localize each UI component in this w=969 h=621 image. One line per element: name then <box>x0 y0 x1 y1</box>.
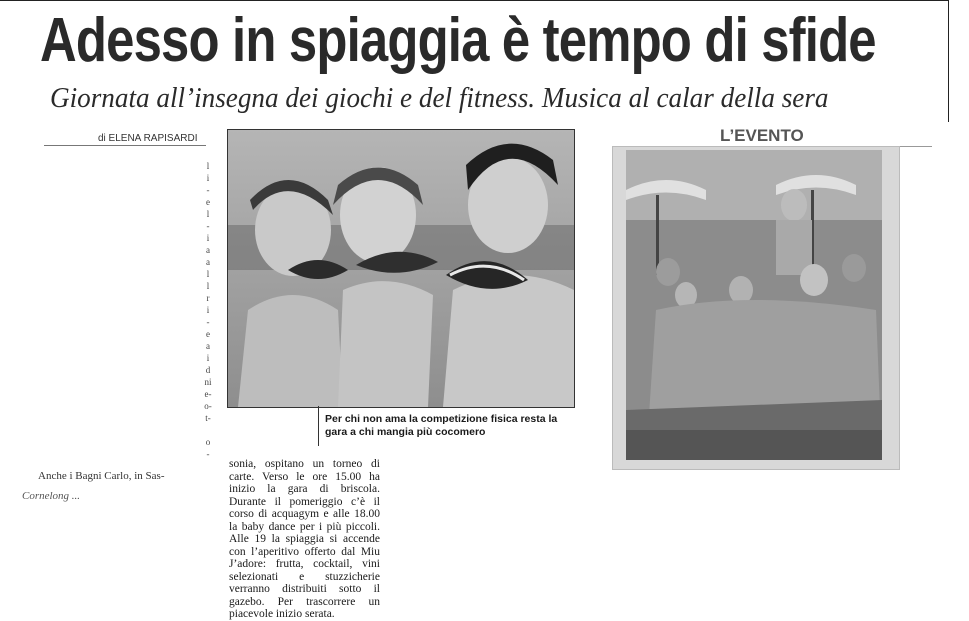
edge-letter: e <box>206 197 210 207</box>
right-border <box>948 0 949 122</box>
edge-letter: i <box>206 353 210 363</box>
edge-letter: d <box>205 365 211 375</box>
section-label: L’EVENTO <box>720 126 804 145</box>
article-body-text: sonia, ospitano un torneo di carte. Verso le ore 15.00 ha inizio la gara di briscola. Durante il pomeriggio c’è il corso di acquagym e alle 18.00 la baby dance per i più piccoli. Alle 19 la spiaggia si accende con l’aperitivo offerto dal Miu J’adore: frutta, cocktail, vini selezionati e stuzzicherie verranno distribuiti sotto il gazebo. Per trascorrere un piacevole inizio serata. <box>229 458 380 620</box>
caption-rule <box>318 406 319 446</box>
edge-letter: - <box>206 317 210 327</box>
edge-letter: a <box>206 245 210 255</box>
edge-letter: l <box>206 269 210 279</box>
edge-letter: a <box>206 257 210 267</box>
edge-letter: ni <box>204 377 212 387</box>
photo-caption: Per chi non ama la competizione fisica resta la gara a chi mangia più cocomero <box>325 413 558 438</box>
photo-beach-group-image <box>626 150 882 460</box>
edge-letter: l <box>206 281 210 291</box>
edge-letter: l <box>206 161 210 171</box>
edge-letter: o <box>205 437 211 447</box>
left-column-fragment-2: Cornelong ... <box>22 490 81 502</box>
edge-letter: a <box>206 341 210 351</box>
edge-letter: r <box>206 293 210 303</box>
subheadline: Giornata all’insegna dei giochi e del fitness. Musica al calar della sera <box>50 83 829 114</box>
edge-letter: - <box>206 221 210 231</box>
edge-letter: e <box>206 329 210 339</box>
top-border <box>0 0 948 1</box>
photo-beach-group <box>626 150 882 460</box>
byline: di ELENA RAPISARDI <box>98 133 198 144</box>
edge-letter: o- <box>204 401 212 411</box>
edge-letter <box>201 424 215 436</box>
left-column-fragment: Anche i Bagni Carlo, in Sas- <box>38 470 165 482</box>
cropped-column-edge <box>201 160 215 460</box>
edge-letter: - <box>206 185 210 195</box>
photo-watermelon-girls <box>227 129 575 408</box>
edge-letter: - <box>206 449 210 459</box>
photo-watermelon-girls-image <box>228 130 574 407</box>
byline-rule <box>44 145 206 146</box>
edge-letter: t- <box>205 413 211 423</box>
edge-letter: i <box>206 233 210 243</box>
edge-letter: i <box>206 173 210 183</box>
edge-letter: i <box>206 305 210 315</box>
edge-letter: l <box>206 209 210 219</box>
edge-letter: e- <box>204 389 212 399</box>
headline: Adesso in spiaggia è tempo di sfide <box>40 6 876 75</box>
